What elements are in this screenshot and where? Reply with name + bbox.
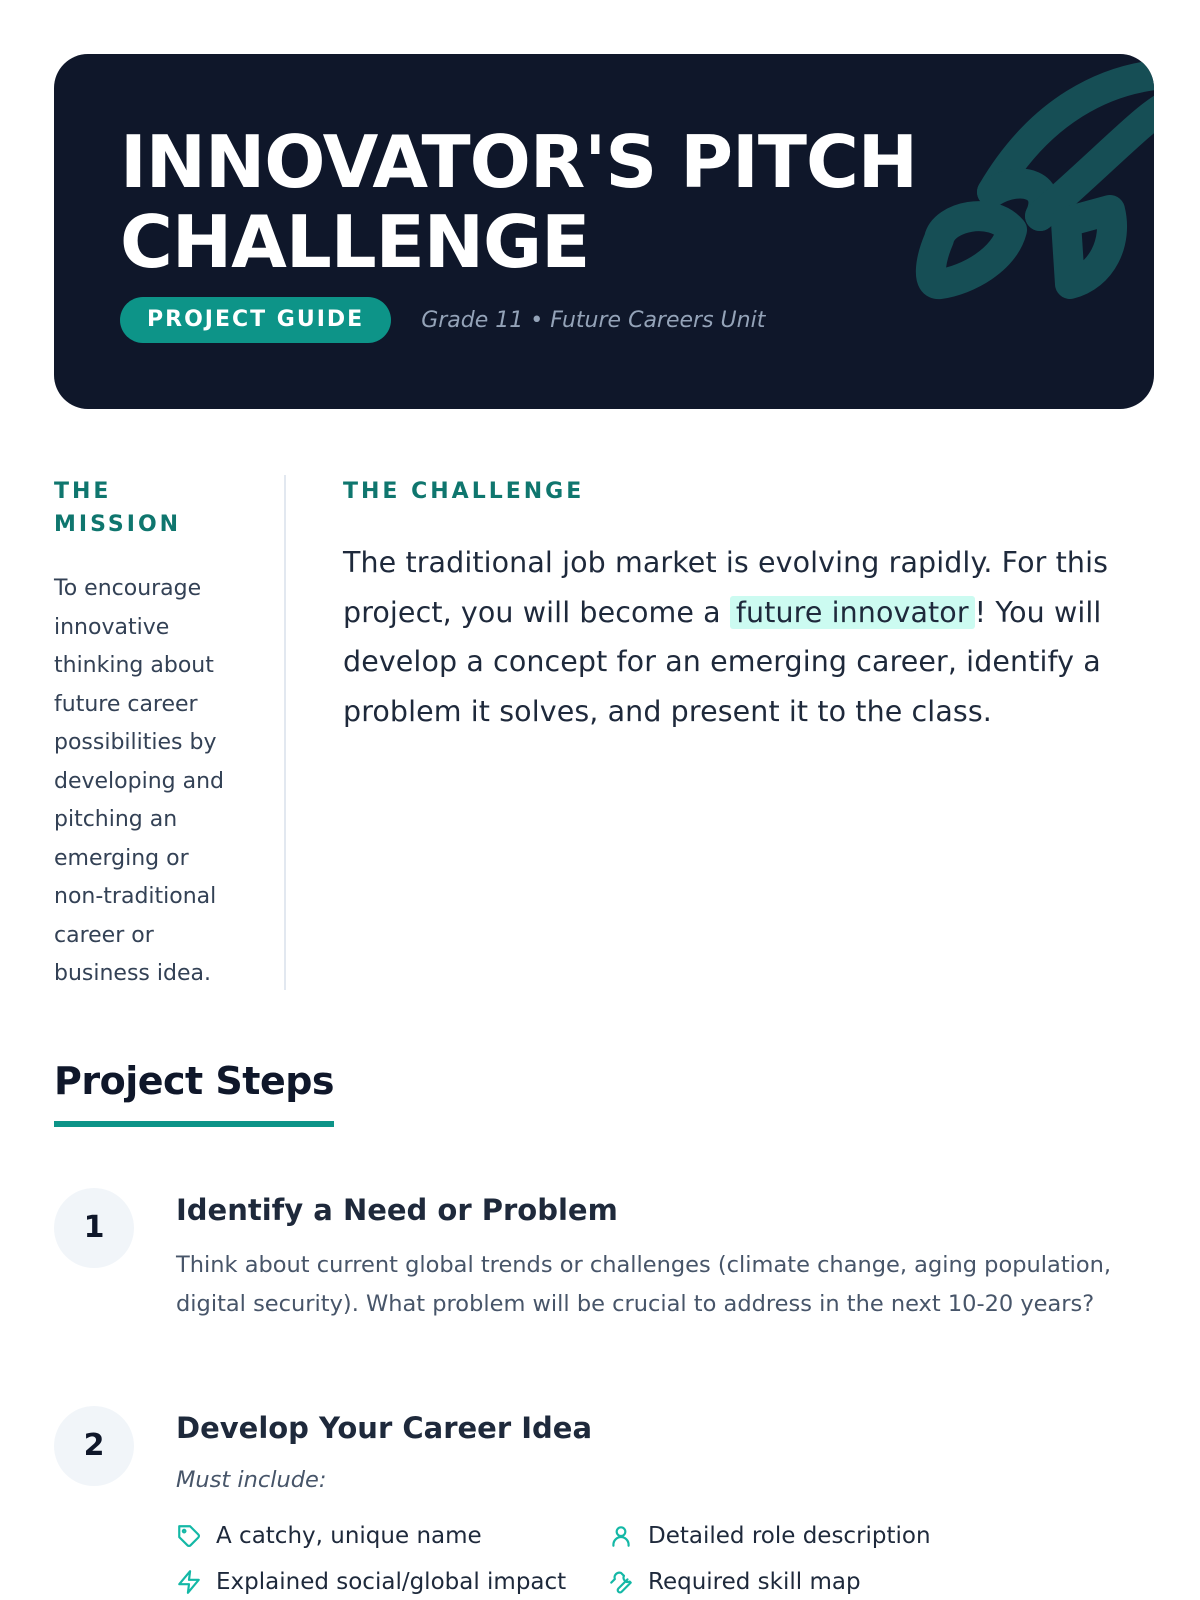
wrench-icon — [608, 1569, 634, 1595]
tag-icon — [176, 1523, 202, 1549]
challenge-highlight: future innovator — [730, 596, 975, 629]
requirement-label: Explained social/global impact — [216, 1569, 567, 1595]
title-line-2: CHALLENGE — [120, 200, 590, 284]
requirements-list — [176, 1518, 1136, 1600]
project-guide-badge: PROJECT GUIDE — [120, 297, 391, 343]
challenge-heading: THE CHALLENGE — [343, 479, 585, 504]
step-number: 2 — [54, 1406, 134, 1486]
requirement-label: Required skill map — [648, 1569, 861, 1595]
step-body — [176, 1188, 1136, 1324]
mission-heading: THE MISSION — [54, 479, 182, 537]
step-description: Think about current global trends or challenges (climate change, aging population, digital security). What problem will be crucial to address in the next 10-20 years? — [176, 1252, 1112, 1317]
hero-banner — [54, 54, 1154, 409]
step-number: 1 — [54, 1188, 134, 1268]
mission-sidebar — [54, 475, 286, 990]
challenge-section — [343, 475, 1133, 736]
mission-text: To encourage innovative thinking about future career possibilities by developing and pitching an emerging or non-traditional career or business idea. — [54, 576, 224, 986]
step-title: Develop Your Career Idea — [176, 1411, 593, 1445]
challenge-text-start: The traditional job market is evolving rapidly. For this project, you will become a — [343, 546, 1109, 629]
step-note: Must include: — [176, 1467, 327, 1493]
requirement-label: A catchy, unique name — [216, 1523, 482, 1549]
requirement-item — [176, 1564, 608, 1600]
requirement-item — [176, 1518, 608, 1554]
hero-subtitle: Grade 11 • Future Careers Unit — [421, 307, 766, 333]
step-title: Identify a Need or Problem — [176, 1193, 618, 1227]
requirement-item — [608, 1564, 1040, 1600]
requirement-label: Detailed role description — [648, 1523, 931, 1549]
step-body — [176, 1406, 1136, 1600]
hero-meta — [120, 297, 765, 343]
title-line-1: INNOVATOR'S PITCH — [120, 120, 918, 204]
lightning-icon — [176, 1569, 202, 1595]
challenge-text-end: ! You will develop a concept for an emerging career, identify a problem it solves, and present it to the class. — [343, 595, 1102, 728]
challenge-text — [343, 538, 1133, 736]
user-icon — [608, 1523, 634, 1549]
page-title — [120, 122, 1020, 282]
project-steps-heading: Project Steps — [54, 1055, 334, 1127]
requirement-item — [608, 1518, 1040, 1554]
